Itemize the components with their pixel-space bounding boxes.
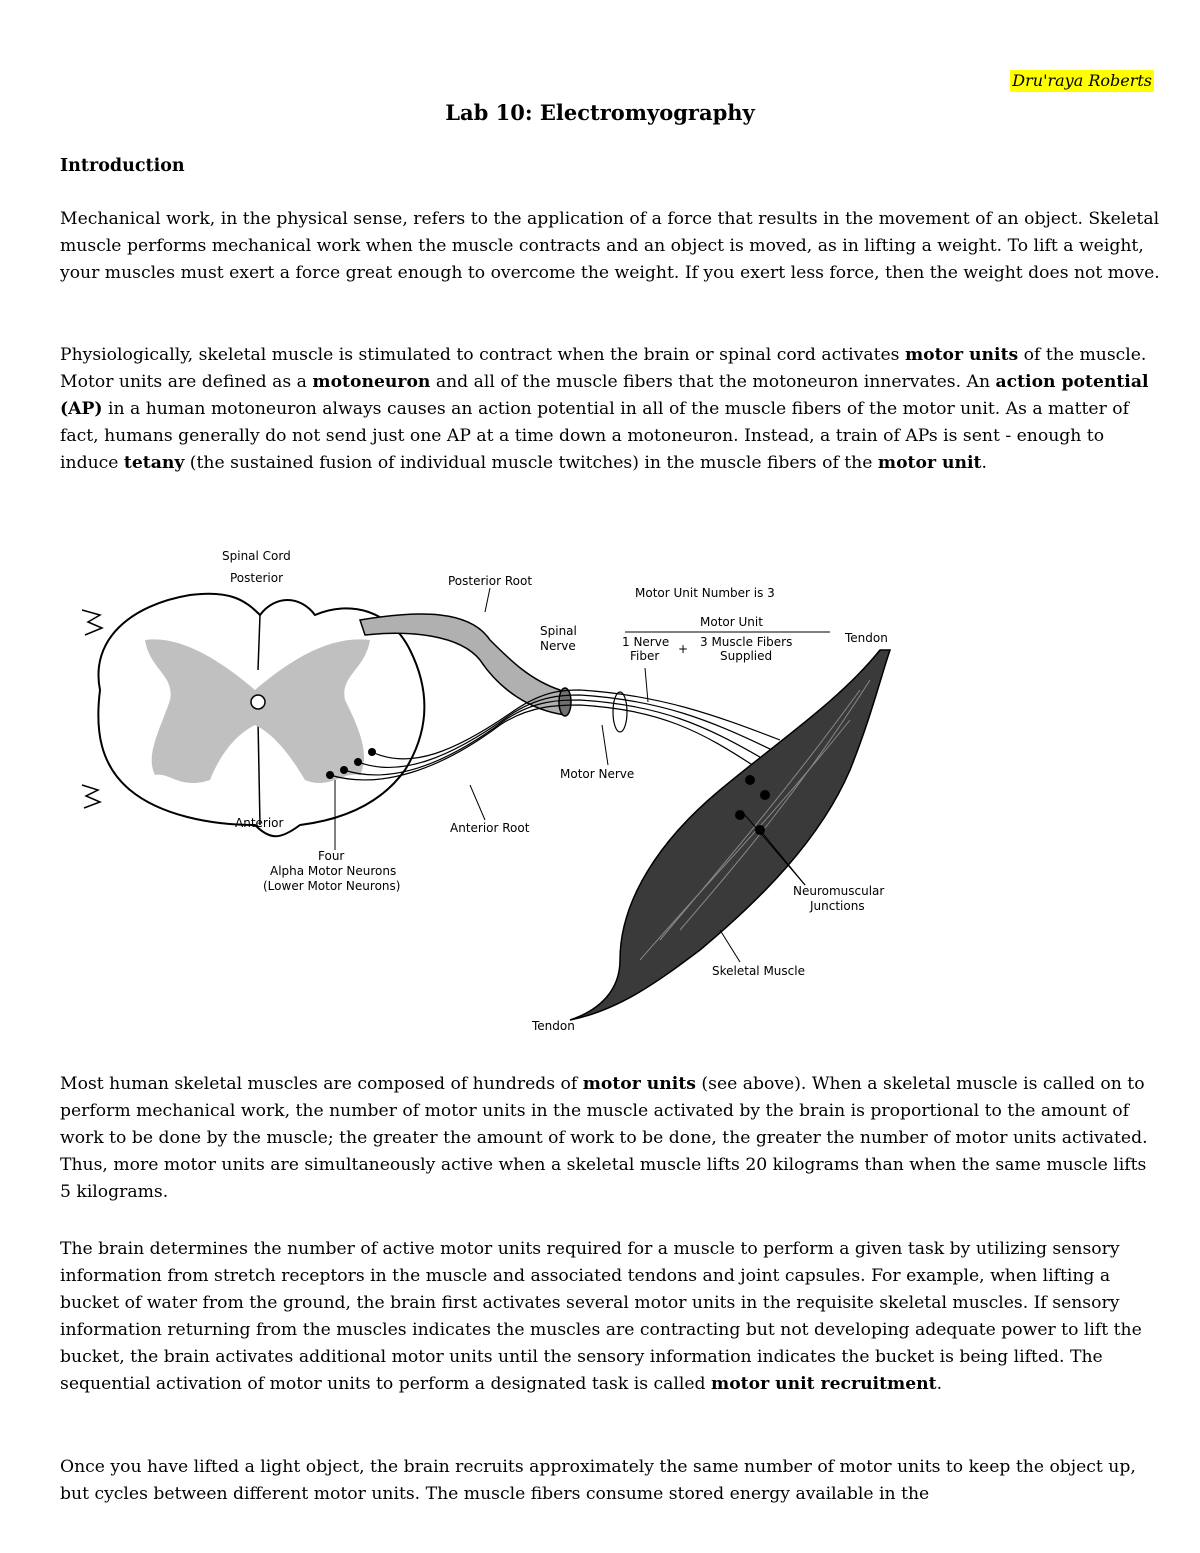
paragraph-2-text: in a human motoneuron always causes an action potential in all of the muscle fibers of the motor unit. As a matter of fact, humans generally do not send just one AP at a time down a motoneuron. Instead, a train of APs is sent - enough to induce <box>60 399 1129 473</box>
paragraph-3-text: Most human skeletal muscles are composed of hundreds of <box>60 1074 583 1094</box>
label-motor-nerve: Motor Nerve <box>560 767 635 781</box>
author-name: Dru'raya Roberts <box>1012 71 1152 90</box>
paragraph-3-text: (see above). When a skeletal muscle is called on to perform mechanical work, the number of motor units in the muscle activated by the brain is proportional to the amount of work to be done by the muscle; the greater the amount of work to be done, the greater the number of motor units activated. Thus, more motor units are simultaneously active when a skeletal muscle lifts 20 kilograms than when the same muscle lifts 5 kilograms. <box>60 1074 1148 1202</box>
label-lower-motor-neurons: (Lower Motor Neurons) <box>263 879 401 893</box>
label-plus: + <box>678 642 689 656</box>
label-neuromuscular: Neuromuscular <box>793 884 885 898</box>
label-anterior-root: Anterior Root <box>450 821 530 835</box>
paragraph-4 <box>60 1236 1160 1398</box>
paragraph-5: Once you have lifted a light object, the brain recruits approximately the same number of motor units to keep the object up, but cycles between different motor units. The muscle fibers consume stored energy available in the <box>60 1457 1136 1504</box>
paragraph-4-text: The brain determines the number of active motor units required for a muscle to perform a given task by utilizing sensory information from stretch receptors in the muscle and associated tendons and joint capsules. For example, when lifting a bucket of water from the ground, the brain first activates several motor units in the requisite skeletal muscles. If sensory information returning from the muscles indicates the muscles are contracting but not developing adequate power to lift the bucket, the brain activates additional motor units until the sensory information indicates the bucket is being lifted. The sequential activation of motor units to perform a designated task is called <box>60 1239 1142 1394</box>
term-motor-units: motor units <box>582 1074 696 1094</box>
label-junctions: Junctions <box>810 899 865 913</box>
paragraph-1: Mechanical work, in the physical sense, refers to the application of a force that results in the movement of an object. Skeletal muscle performs mechanical work when the muscle contracts and an object is moved, as in lifting a weight. To lift a weight, your muscles must exert a force great enough to overcome the weight. If you exert less force, then the weight does not move. <box>60 209 1160 283</box>
paragraph-3 <box>60 1071 1160 1206</box>
label-muscle-fibers-line2: Supplied <box>720 649 773 663</box>
term-motor-units: motor units <box>904 345 1019 365</box>
paragraph-2-text: . <box>981 453 987 473</box>
label-motor-unit: Motor Unit <box>700 615 763 629</box>
term-motor-unit-recruitment: motor unit recruitment <box>711 1374 937 1394</box>
paragraph-2-text: of the muscle. Motor units are defined as a <box>60 345 1147 392</box>
motor-unit-diagram <box>60 540 920 1040</box>
paragraph-2-text: and all of the muscle fibers that the motoneuron innervates. An <box>430 372 996 392</box>
term-motoneuron: motoneuron <box>312 372 431 392</box>
label-posterior-root: Posterior Root <box>448 574 533 588</box>
term-motor-unit: motor unit <box>877 453 982 473</box>
label-nerve: Nerve <box>540 639 576 653</box>
label-tendon-bottom: Tendon <box>532 1019 575 1033</box>
label-skeletal-muscle: Skeletal Muscle <box>712 964 805 978</box>
section-heading: Introduction <box>60 156 185 176</box>
paragraph-2-text: (the sustained fusion of individual muscle twitches) in the muscle fibers of the <box>184 453 878 473</box>
page-title: Lab 10: Electromyography <box>445 100 755 125</box>
label-motor-unit-number: Motor Unit Number is 3 <box>635 586 775 600</box>
label-alpha-motor-neurons: Alpha Motor Neurons <box>270 864 397 878</box>
term-tetany: tetany <box>123 453 185 473</box>
label-nerve-fiber-line1: 1 Nerve <box>622 635 670 649</box>
label-tendon-top: Tendon <box>845 631 888 645</box>
paragraph-2-text: Physiologically, skeletal muscle is stimulated to contract when the brain or spinal cord activates <box>60 345 905 365</box>
paragraph-2 <box>60 342 1160 477</box>
label-posterior: Posterior <box>230 571 284 585</box>
term-action-potential: action potential (AP) <box>60 372 1149 419</box>
label-spinal: Spinal <box>540 624 577 638</box>
label-spinal-cord: Spinal Cord <box>222 549 291 563</box>
label-four: Four <box>318 849 345 863</box>
label-muscle-fibers-line1: 3 Muscle Fibers <box>700 635 793 649</box>
paragraph-4-text: . <box>936 1374 943 1394</box>
label-anterior: Anterior <box>235 816 284 830</box>
label-nerve-fiber-line2: Fiber <box>630 649 660 663</box>
